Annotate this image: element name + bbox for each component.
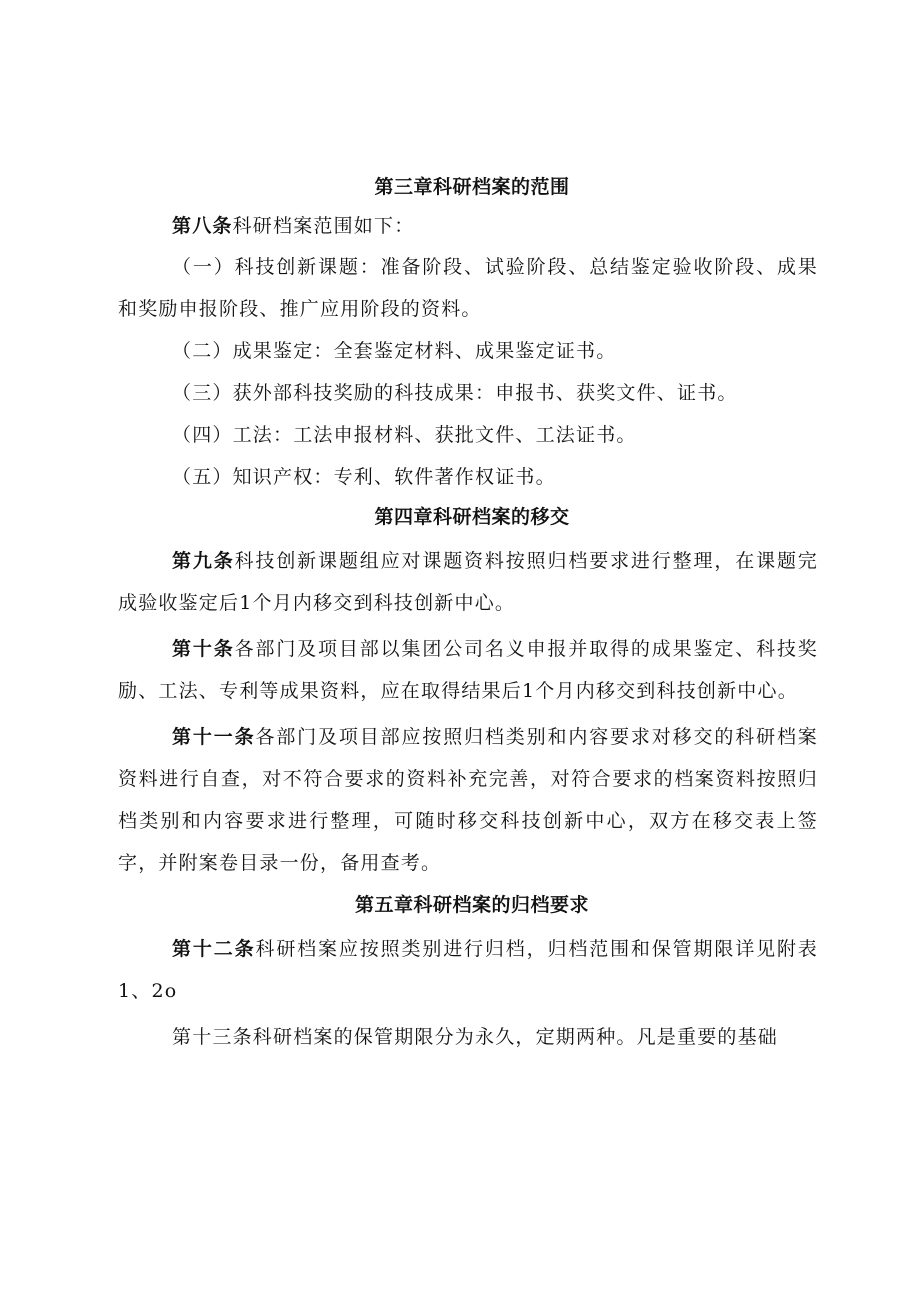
article-11	[118, 716, 818, 884]
article-11-text: 各部门及项目部应按照归档类别和内容要求对移交的科研档案资料进行自查，对不符合要求的资料补充完善，对符合要求的档案资料按照归档类别和内容要求进行整理，可随时移交科技创新中心，双方在移交表上签字，并附案卷目录一份，备用查考。	[118, 726, 818, 874]
article-12-text: 科研档案应按照类别进行归档，归档范围和保管期限详见附表1、2o	[118, 938, 818, 1002]
scope-item-1: （一）科技创新课题：准备阶段、试验阶段、总结鉴定验收阶段、成果和奖励申报阶段、推广应用阶段的资料。	[118, 256, 818, 320]
article-11-number: 第十一条	[172, 726, 256, 748]
article-10	[118, 628, 818, 712]
article-9-text: 科技创新课题组应对课题资料按照归档要求进行整理，在课题完成验收鉴定后1个月内移交到科技创新中心。	[118, 550, 818, 614]
scope-item-4: （四）工法：工法申报材料、获批文件、工法证书。	[172, 424, 637, 446]
scope-item-3: （三）获外部科技奖励的科技成果：申报书、获奖文件、证书。	[172, 382, 738, 404]
article-9	[118, 540, 818, 624]
chapter-4-heading: 第四章科研档案的移交	[374, 506, 570, 528]
article-10-text: 各部门及项目部以集团公司名义申报并取得的成果鉴定、科技奖励、工法、专利等成果资料，应在取得结果后1个月内移交到科技创新中心。	[118, 638, 818, 702]
article-13: 第十三条科研档案的保管期限分为永久，定期两种。凡是重要的基础	[172, 1026, 779, 1048]
article-10-number: 第十条	[172, 638, 235, 660]
scope-item-5: （五）知识产权：专利、软件著作权证书。	[172, 466, 556, 488]
article-8-text: 科研档案范围如下：	[232, 215, 415, 237]
article-12	[118, 928, 818, 1012]
scope-item-2: （二）成果鉴定：全套鉴定材料、成果鉴定证书。	[172, 340, 617, 362]
article-9-number: 第九条	[172, 550, 235, 572]
chapter-5-heading: 第五章科研档案的归档要求	[354, 894, 589, 916]
article-12-number: 第十二条	[172, 938, 256, 960]
document-body	[118, 166, 818, 1058]
article-8-number: 第八条	[172, 215, 233, 237]
chapter-3-heading: 第三章科研档案的范围	[374, 176, 570, 198]
article-8	[118, 206, 818, 246]
